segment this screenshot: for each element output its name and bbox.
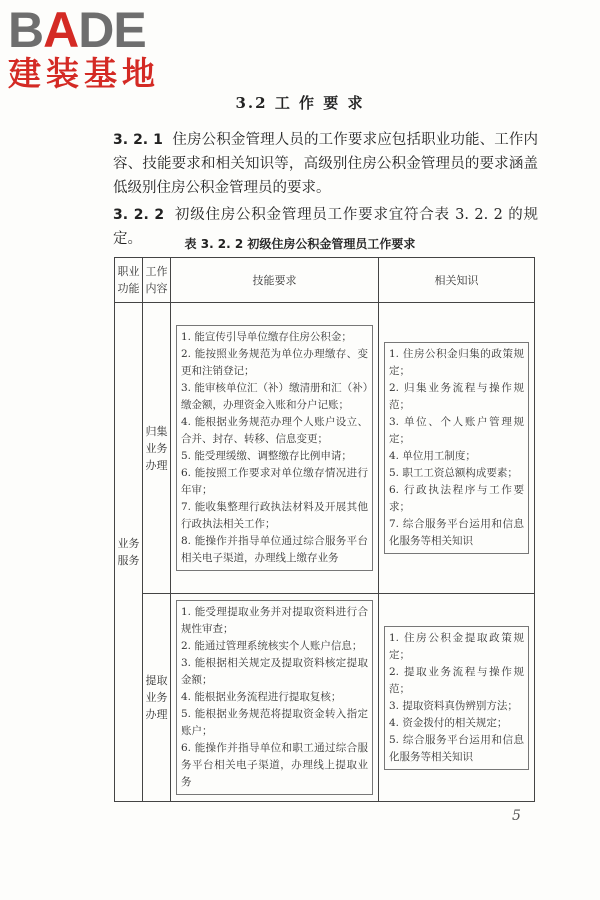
table-title: 表 3. 2. 2 初级住房公积金管理员工作要求 [184, 237, 416, 251]
table-row [115, 594, 535, 802]
logo-wordmark: BADE [8, 2, 146, 58]
clause-text: 初级住房公积金管理员工作要求宜符合表 3. 2. 2 的规定。 [113, 207, 538, 247]
knowledge-list [384, 342, 529, 554]
list-item: 4. 单位用工制度； [389, 450, 476, 462]
list-item: 4. 能根据业务流程进行提取复核； [181, 691, 342, 703]
list-item: 5. 职工工资总额构成要素； [389, 467, 518, 479]
list-item: 3. 能审核单位汇（补）缴清册和汇（补）缴金额，办理资金入账和分户记账； [181, 382, 368, 411]
skills-cell [171, 303, 379, 594]
list-item: 2. 能通过管理系统核实个人账户信息； [181, 640, 363, 652]
knowledge-list [384, 626, 529, 770]
list-item: 8. 能操作并指导单位通过综合服务平台相关电子渠道，办理线上缴存业务 [181, 535, 368, 564]
list-item: 4. 能根据业务规范办理个人账户设立、合并、封存、转移、信息变更； [181, 416, 368, 445]
logo-chinese-text: 建装基地 [8, 54, 160, 93]
clause-number: 3. 2. 2 [113, 207, 165, 223]
list-item: 3. 提取资料真伪辨别方法； [389, 699, 518, 712]
requirements-table [114, 257, 535, 802]
header-function: 职业功能 [115, 258, 143, 303]
header-content: 工作内容 [143, 258, 171, 303]
skills-list [176, 325, 373, 571]
header-skills: 技能要求 [171, 258, 379, 303]
list-item: 5. 综合服务平台运用和信息化服务等相关知识 [389, 733, 524, 763]
skills-list [176, 600, 373, 795]
list-item: 3. 能根据相关规定及提取资料核定提取金额； [181, 657, 368, 686]
list-item: 1. 住房公积金归集的政策规定； [389, 348, 524, 377]
list-item: 7. 能收集整理行政执法材料及开展其他行政执法相关工作； [181, 501, 368, 530]
paragraph-3-2-1 [113, 128, 538, 200]
list-item: 6. 能操作并指导单位和职工通过综合服务平台相关电子渠道，办理线上提取业务 [181, 742, 368, 788]
list-item: 1. 能受理提取业务并对提取资料进行合规性审查； [181, 606, 368, 635]
section-title: 3.2 工 作 要 求 [235, 94, 365, 112]
table-row [115, 303, 535, 594]
list-item: 4. 资金拨付的相关规定； [389, 716, 508, 729]
clause-text: 住房公积金管理人员的工作要求应包括职业功能、工作内容、技能要求和相关知识等，高级别住房公积金管理员的要求涵盖低级别住房公积金管理员的要求。 [113, 132, 539, 196]
knowledge-cell [379, 303, 535, 594]
header-knowledge: 相关知识 [379, 258, 535, 303]
skills-cell [171, 594, 379, 802]
list-item: 2. 能按照业务规范为单位办理缴存、变更和注销登记； [181, 348, 368, 377]
logo [8, 4, 178, 92]
list-item: 1. 能宣传引导单位缴存住房公积金； [181, 331, 352, 343]
clause-number: 3. 2. 1 [113, 132, 163, 148]
list-item: 6. 行政执法程序与工作要求； [389, 484, 524, 513]
list-item: 7. 综合服务平台运用和信息化服务等相关知识 [389, 518, 524, 547]
content-cell: 归集业务办理 [143, 303, 171, 594]
list-item: 5. 能受理缓缴、调整缴存比例申请； [181, 450, 352, 462]
function-cell: 业务服务 [115, 303, 143, 802]
list-item: 3. 单位、个人账户管理规定； [389, 416, 524, 445]
list-item: 6. 能按照工作要求对单位缴存情况进行年审； [181, 467, 368, 496]
content-cell: 提取业务办理 [143, 594, 171, 802]
knowledge-cell [379, 594, 535, 802]
list-item: 1. 住房公积金提取政策规定； [389, 631, 524, 661]
page-number: 5 [512, 808, 521, 824]
list-item: 2. 归集业务流程与操作规范； [389, 382, 524, 411]
list-item: 5. 能根据业务规范将提取资金转入指定账户； [181, 708, 368, 737]
table-header-row [115, 258, 535, 303]
list-item: 2. 提取业务流程与操作规范； [389, 665, 524, 695]
